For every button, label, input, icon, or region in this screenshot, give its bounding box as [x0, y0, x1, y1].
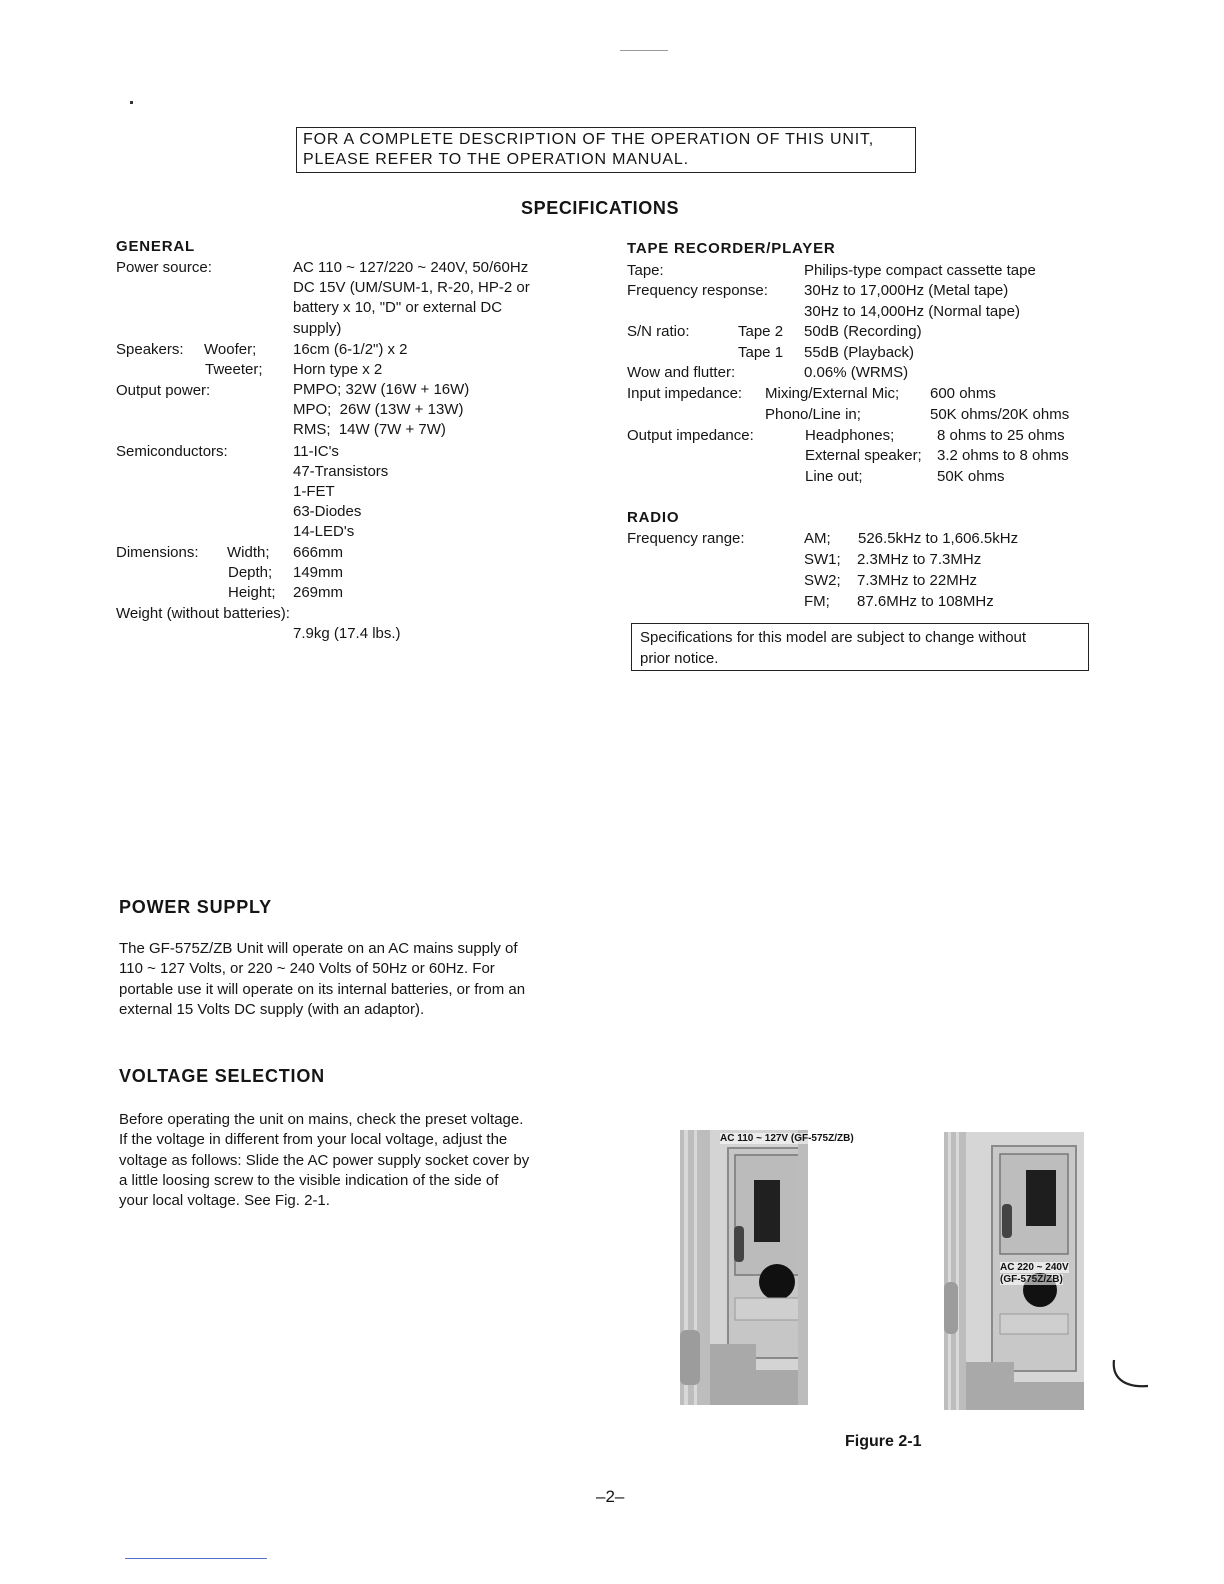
tweeter-label: Tweeter;: [205, 361, 263, 378]
output-power-mpo: MPO; 26W (13W + 13W): [293, 401, 464, 418]
voltage-line-1: Before operating the unit on mains, check the preset voltage.: [119, 1111, 524, 1128]
notice-line-1: FOR A COMPLETE DESCRIPTION OF THE OPERATION OF THIS UNIT,: [303, 131, 874, 148]
power-supply-line-4: external 15 Volts DC supply (with an adaptor).: [119, 1001, 425, 1018]
power-source-value-1: AC 110 ~ 127/220 ~ 240V, 50/60Hz: [293, 259, 529, 276]
band-fm-label: FM;: [804, 593, 830, 610]
figure-left-label: AC 110 ~ 127V (GF-575Z/ZB): [720, 1133, 854, 1144]
height-label: Height;: [228, 584, 276, 601]
scan-smudge: [620, 50, 668, 51]
tweeter-value: Horn type x 2: [293, 361, 383, 378]
specifications-title: SPECIFICATIONS: [521, 198, 680, 218]
radio-frequency-label: Frequency range:: [627, 530, 745, 547]
power-source-value-4: supply): [293, 320, 342, 337]
output-line-out-label: Line out;: [805, 468, 863, 485]
spec-notice-line-2: prior notice.: [640, 650, 719, 667]
voltage-line-5: your local voltage. See Fig. 2-1.: [119, 1192, 330, 1209]
output-power-rms: RMS; 14W (7W + 7W): [293, 421, 446, 438]
input-phono-value: 50K ohms/20K ohms: [930, 406, 1070, 423]
figure-caption: Figure 2-1: [845, 1433, 922, 1450]
frequency-response-metal: 30Hz to 17,000Hz (Metal tape): [804, 282, 1009, 299]
semiconductor-fet: 1-FET: [293, 483, 335, 500]
voltage-line-2: If the voltage in different from your local voltage, adjust the: [119, 1131, 508, 1148]
output-external-speaker-label: External speaker;: [805, 447, 922, 464]
frequency-response-normal: 30Hz to 14,000Hz (Normal tape): [804, 303, 1020, 320]
figure-left-photo: [680, 1130, 854, 1405]
speakers-label: Speakers:: [116, 341, 184, 358]
band-am-label: AM;: [804, 530, 831, 547]
figure-right-label-1: AC 220 ~ 240V: [1000, 1262, 1069, 1273]
dimensions-label: Dimensions:: [116, 544, 199, 561]
power-supply-line-1: The GF-575Z/ZB Unit will operate on an AC mains supply of: [119, 940, 518, 957]
semiconductor-leds: 14-LED's: [293, 523, 355, 540]
output-headphones-label: Headphones;: [805, 427, 895, 444]
power-supply-line-2: 110 ~ 127 Volts, or 220 ~ 240 Volts of 50Hz or 60Hz. For: [119, 960, 495, 977]
output-external-speaker-value: 3.2 ohms to 8 ohms: [937, 447, 1069, 464]
figure-right-label-2: (GF-575Z/ZB): [1000, 1274, 1063, 1285]
sn-tape2-label: Tape 2: [738, 323, 784, 340]
input-phono-label: Phono/Line in;: [765, 406, 861, 423]
voltage-line-4: a little loosing screw to the visible indication of the side of: [119, 1172, 499, 1189]
frequency-response-label: Frequency response:: [627, 282, 768, 299]
width-label: Width;: [227, 544, 270, 561]
general-heading: GENERAL: [116, 238, 195, 255]
radio-heading: RADIO: [627, 509, 680, 526]
band-sw1-label: SW1;: [804, 551, 841, 568]
semiconductor-ics: 11-IC's: [293, 443, 339, 460]
notice-line-2: PLEASE REFER TO THE OPERATION MANUAL.: [303, 151, 689, 168]
depth-value: 149mm: [293, 564, 344, 581]
band-sw2-range: 7.3MHz to 22MHz: [857, 572, 978, 589]
tape-value: Philips-type compact cassette tape: [804, 262, 1036, 279]
output-headphones-value: 8 ohms to 25 ohms: [937, 427, 1065, 444]
sn-tape1-label: Tape 1: [738, 344, 784, 361]
power-source-value-2: DC 15V (UM/SUM-1, R-20, HP-2 or: [293, 279, 530, 296]
power-source-label: Power source:: [116, 259, 212, 276]
input-mic-label: Mixing/External Mic;: [765, 385, 900, 402]
semiconductor-transistors: 47-Transistors: [293, 463, 389, 480]
power-source-value-3: battery x 10, "D" or external DC: [293, 299, 503, 316]
voltage-selection-heading: VOLTAGE SELECTION: [119, 1066, 325, 1086]
power-supply-line-3: portable use it will operate on its internal batteries, or from an: [119, 981, 526, 998]
scan-dot: [130, 101, 133, 104]
woofer-label: Woofer;: [204, 341, 257, 358]
semiconductor-diodes: 63-Diodes: [293, 503, 362, 520]
sn-tape2-value: 50dB (Recording): [804, 323, 922, 340]
input-mic-value: 600 ohms: [930, 385, 996, 402]
output-power-pmpo: PMPO; 32W (16W + 16W): [293, 381, 470, 398]
operation-manual-notice: [296, 127, 916, 173]
tape-label: Tape:: [627, 262, 664, 279]
width-value: 666mm: [293, 544, 344, 561]
wow-flutter-label: Wow and flutter:: [627, 364, 736, 381]
page-number: –2–: [596, 1487, 625, 1506]
spec-change-notice: [631, 623, 1089, 671]
input-impedance-label: Input impedance:: [627, 385, 743, 402]
scan-edge-line: [125, 1558, 267, 1559]
weight-label: Weight (without batteries):: [116, 605, 290, 622]
output-impedance-label: Output impedance:: [627, 427, 754, 444]
band-fm-range: 87.6MHz to 108MHz: [857, 593, 994, 610]
band-sw2-label: SW2;: [804, 572, 841, 589]
sn-ratio-label: S/N ratio:: [627, 323, 690, 340]
power-supply-heading: POWER SUPPLY: [119, 897, 272, 917]
output-power-label: Output power:: [116, 382, 211, 399]
depth-label: Depth;: [228, 564, 273, 581]
woofer-value: 16cm (6-1/2") x 2: [293, 341, 408, 358]
figure-right-photo: [944, 1132, 1084, 1410]
band-am-range: 526.5kHz to 1,606.5kHz: [858, 530, 1019, 547]
weight-value: 7.9kg (17.4 lbs.): [293, 625, 401, 642]
wow-flutter-value: 0.06% (WRMS): [804, 364, 909, 381]
spec-notice-line-1: Specifications for this model are subject to change without: [640, 629, 1027, 646]
curve-mark-icon: [1108, 1356, 1152, 1392]
height-value: 269mm: [293, 584, 344, 601]
semiconductors-label: Semiconductors:: [116, 443, 228, 460]
output-line-out-value: 50K ohms: [937, 468, 1005, 485]
voltage-line-3: voltage as follows: Slide the AC power supply socket cover by: [119, 1152, 530, 1169]
radio-side-panel-110v-illustration: [680, 1130, 840, 1405]
sn-tape1-value: 55dB (Playback): [804, 344, 915, 361]
band-sw1-range: 2.3MHz to 7.3MHz: [857, 551, 982, 568]
tape-heading: TAPE RECORDER/PLAYER: [627, 240, 836, 257]
